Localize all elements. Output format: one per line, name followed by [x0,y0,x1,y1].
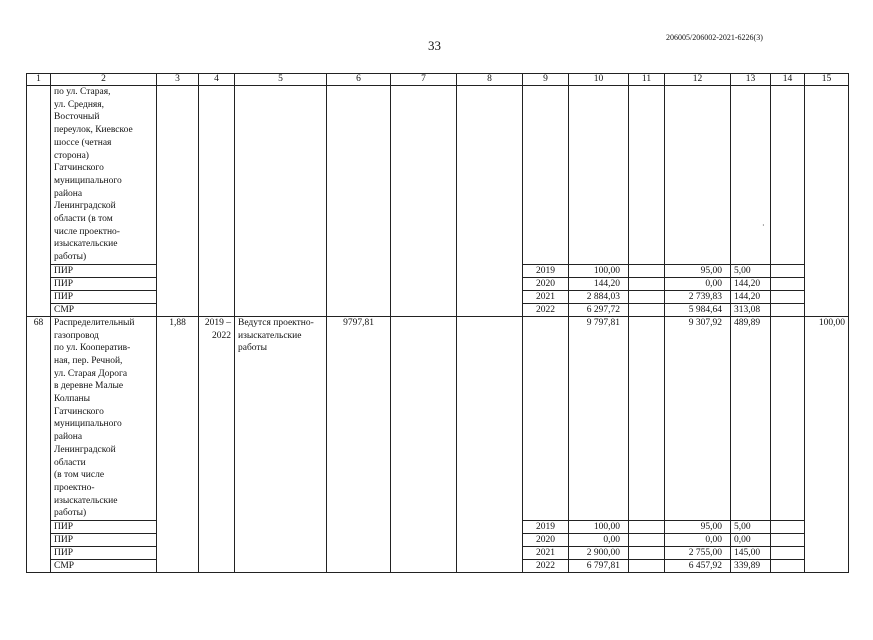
total-cost: 9797,81 [327,316,391,572]
amount-col12: 2 739,83 [665,290,731,303]
amount-col13: 489,89 [731,316,771,520]
amount-total: 144,20 [569,277,629,290]
col-header: 13 [731,74,771,86]
amount-col13: 145,00 [731,547,771,560]
col-header: 2 [51,74,157,86]
col-header: 14 [771,74,805,86]
item-number: 68 [27,316,51,572]
column-number-row [27,74,849,86]
amount-col13: 0,00 [731,534,771,547]
investment-table [26,73,849,573]
year: 2021 [523,547,569,560]
amount-col13: 144,20 [731,277,771,290]
amount-total: 100,00 [569,521,629,534]
amount-total: 6 797,81 [569,560,629,573]
amount-total: 100,00 [569,264,629,277]
page-number: 33 [428,38,441,53]
col-header: 8 [457,74,523,86]
amount-col13: 5,00 [731,521,771,534]
col-header: 15 [805,74,849,86]
amount-col12: 6 457,92 [665,560,731,573]
object-name: по ул. Старая, ул. Средняя, Восточный переулок, Киевское шоссе (четная сторона) Гатчинского муниципального района Ленинградской области (в том числе проектно- изыскательские работы) [51,86,157,265]
amount-col12: 0,00 [665,534,731,547]
amount-col12: 95,00 [665,264,731,277]
amount-col12: 0,00 [665,277,731,290]
col-header: 9 [523,74,569,86]
amount-total: 2 900,00 [569,547,629,560]
work-type: ПИР [51,290,157,303]
length: 1,88 [157,316,199,572]
amount-total: 2 884,03 [569,290,629,303]
year: 2022 [523,303,569,316]
work-type: СМР [51,303,157,316]
amount-col13: 339,89 [731,560,771,573]
document-code: 206005/206002-2021-6226(3) [666,33,763,42]
amount-total: 9 797,81 [569,316,629,520]
col-header: 11 [629,74,665,86]
year: 2022 [523,560,569,573]
year: 2020 [523,534,569,547]
work-type: ПИР [51,547,157,560]
item-68-row [27,316,849,520]
amount-col12: 2 755,00 [665,547,731,560]
work-type: СМР [51,560,157,573]
year: 2019 [523,521,569,534]
status: Ведутся проектно- изыскательские работы [235,316,327,572]
percent: 100,00 [805,316,849,572]
work-type: ПИР [51,521,157,534]
col-header: 3 [157,74,199,86]
period: 2019 – 2022 [199,316,235,572]
amount-col13: 5,00 [731,264,771,277]
work-type: ПИР [51,277,157,290]
col-header: 1 [27,74,51,86]
col-header: 12 [665,74,731,86]
margin-mark: · [762,221,765,230]
amount-col13: 313,08 [731,303,771,316]
year: 2019 [523,264,569,277]
amount-col12: 5 984,64 [665,303,731,316]
col-header: 10 [569,74,629,86]
col-header: 7 [391,74,457,86]
col-header: 6 [327,74,391,86]
col-header: 5 [235,74,327,86]
year: 2021 [523,290,569,303]
col-header: 4 [199,74,235,86]
amount-col13: 144,20 [731,290,771,303]
object-name: Распределительный газопровод по ул. Кооператив- ная, пер. Речной, ул. Старая Дорога в деревне Малые Колпаны Гатчинского муниципального района Ленинградской области (в том числе проектно- изыскательские работы) [51,316,157,520]
amount-col12: 95,00 [665,521,731,534]
amount-col12: 9 307,92 [665,316,731,520]
continued-item-row [27,86,849,265]
work-type: ПИР [51,534,157,547]
year: 2020 [523,277,569,290]
amount-total: 0,00 [569,534,629,547]
work-type: ПИР [51,264,157,277]
amount-total: 6 297,72 [569,303,629,316]
